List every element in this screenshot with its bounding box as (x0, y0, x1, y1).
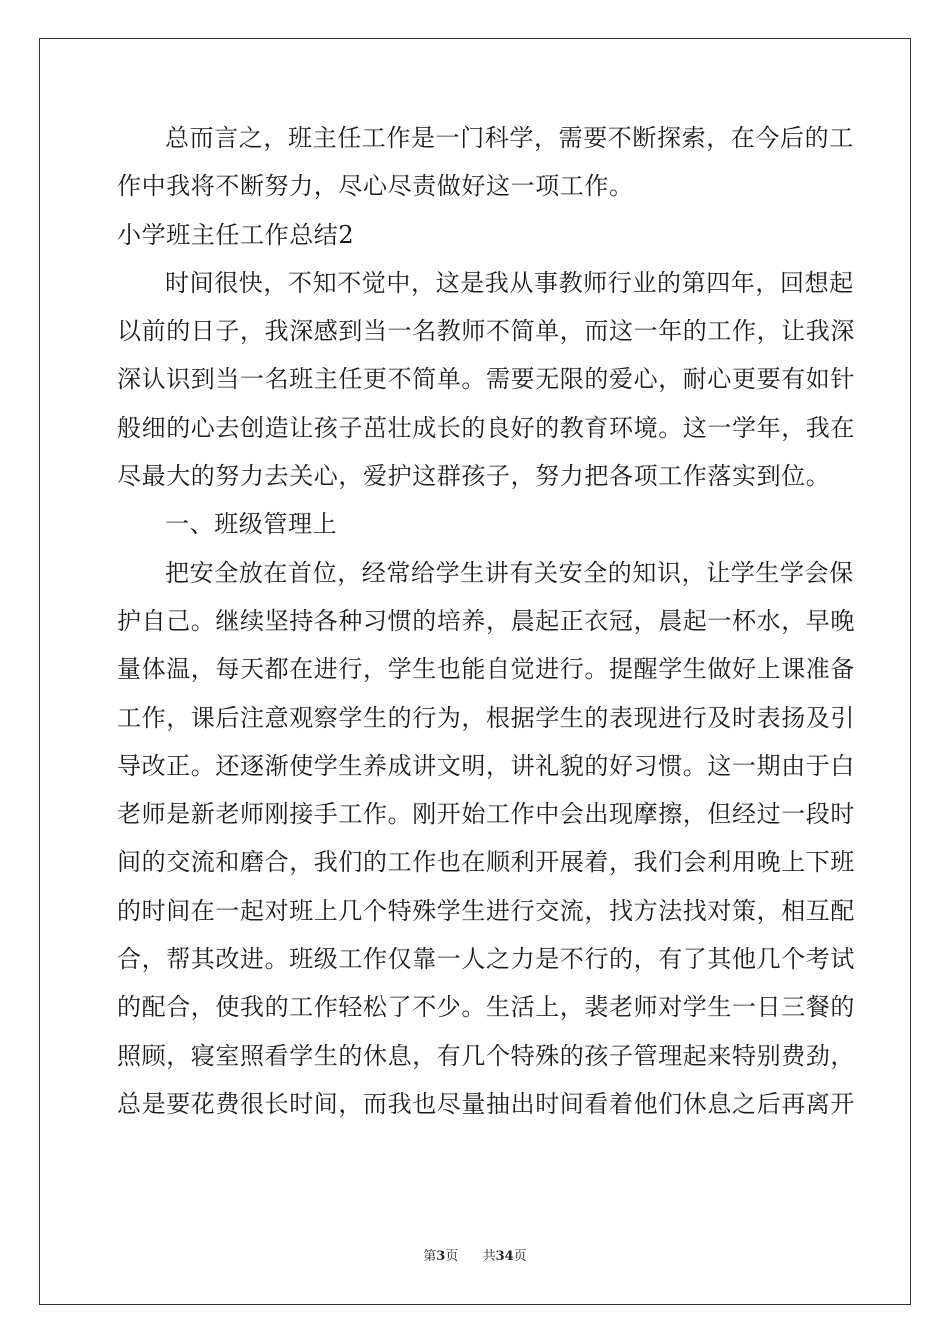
total-suffix: 页 (513, 1249, 527, 1264)
text-line: 照顾，寝室照看学生的休息，有几个特殊的孩子管理起来特别费劲， (117, 1041, 855, 1070)
total-prefix: 共 (482, 1249, 496, 1264)
text-line: 般细的心去创造让孩子茁壮成长的良好的教育环境。这一学年，我在 (117, 413, 855, 442)
text-line: 合，帮其改进。班级工作仅靠一人之力是不行的，有了其他几个考试 (117, 945, 855, 974)
text-line: 老师是新老师刚接手工作。刚开始工作中会出现摩擦，但经过一段时 (117, 800, 855, 829)
text-line: 工作，课后注意观察学生的行为，根据学生的表现进行及时表扬及引 (117, 703, 855, 732)
page-number: 3 (436, 1249, 446, 1264)
text-line: 总而言之，班主任工作是一门科学，需要不断探索，在今后的工 (165, 124, 854, 152)
text-line: 间的交流和磨合，我们的工作也在顺利开展着，我们会利用晚上下班 (117, 848, 855, 877)
text-line: 深认识到当一名班主任更不简单。需要无限的爱心，耐心更要有如针 (117, 365, 855, 394)
text-line: 的配合，使我的工作轻松了不少。生活上，裴老师对学生一日三餐的 (117, 993, 855, 1022)
page-footer (0, 1249, 950, 1265)
text-line: 量体温，每天都在进行，学生也能自觉进行。提醒学生做好上课准备 (117, 655, 855, 684)
text-line: 的时间在一起对班上几个特殊学生进行交流，找方法找对策，相互配 (117, 896, 855, 925)
text-line: 总是要花费很长时间，而我也尽量抽出时间看着他们休息之后再离开 (117, 1089, 855, 1118)
text-line: 护自己。继续坚持各种习惯的培养，晨起正衣冠，晨起一杯水，早晚 (117, 606, 855, 635)
text-line: 尽最大的努力去关心，爱护这群孩子，努力把各项工作落实到位。 (117, 462, 831, 491)
page-suffix: 页 (445, 1249, 459, 1264)
text-line: 把安全放在首位，经常给学生讲有关安全的知识，让学生学会保 (165, 558, 854, 587)
text-line: 以前的日子，我深感到当一名教师不简单，而这一年的工作，让我深 (117, 317, 855, 346)
total-pages-indicator (483, 1249, 527, 1264)
page-indicator (423, 1249, 462, 1264)
document-body (117, 124, 855, 1140)
page-prefix: 第 (423, 1249, 437, 1264)
total-pages: 34 (495, 1249, 514, 1264)
subsection-heading: 一、班级管理上 (165, 510, 338, 539)
text-line: 导改正。还逐渐使学生养成讲文明，讲礼貌的好习惯。这一期由于白 (117, 751, 855, 780)
text-line: 作中我将不断努力，尽心尽责做好这一项工作。 (117, 172, 634, 201)
section-heading: 小学班主任工作总结2 (117, 220, 355, 249)
text-line: 时间很快，不知不觉中，这是我从事教师行业的第四年，回想起 (165, 268, 854, 297)
